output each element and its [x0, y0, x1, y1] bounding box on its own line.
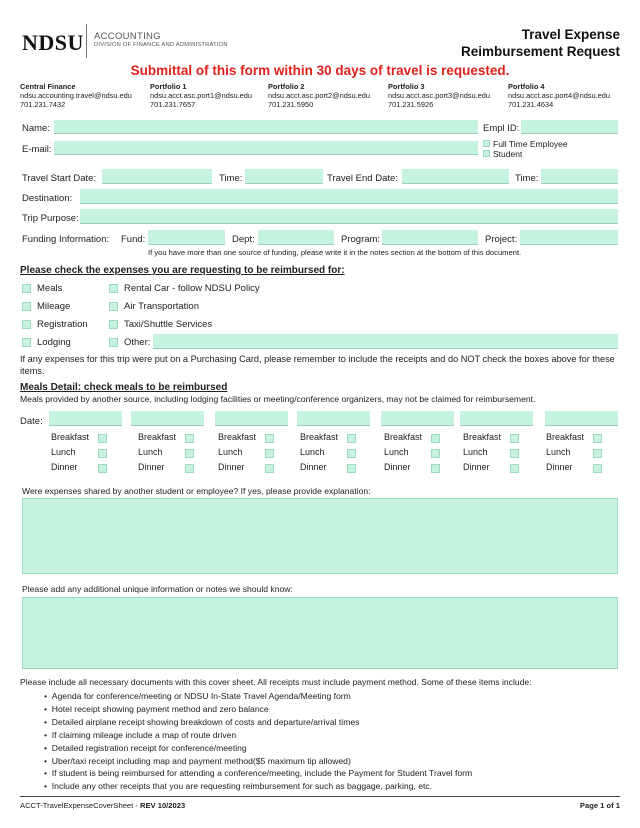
travel-start-label: Travel Start Date:: [22, 173, 97, 184]
dept-label: Dept:: [232, 234, 255, 245]
list-item: • Agenda for conference/meeting or NDSU In-State Travel Agenda/Meeting form: [44, 691, 351, 701]
full-time-label: Full Time Employee: [493, 139, 568, 149]
form-title-line1: Travel Expense: [521, 27, 620, 42]
revision: REV 10/2023: [140, 801, 186, 810]
meal-label: Lunch: [138, 447, 163, 457]
student-label: Student: [493, 149, 523, 159]
meal-checkbox[interactable]: [431, 464, 440, 473]
contact-name: Central Finance: [20, 82, 76, 91]
meal-label: Breakfast: [546, 432, 585, 442]
lodging-checkbox[interactable]: [22, 338, 31, 347]
meal-date-input[interactable]: [131, 411, 204, 426]
contact-central: [20, 82, 132, 110]
meal-checkbox[interactable]: [510, 449, 519, 458]
footer-form-id: [20, 801, 185, 810]
contact-portfolio4: [508, 82, 610, 110]
contact-email: ndsu.accounting.travel@ndsu.edu: [20, 91, 132, 101]
contact-phone: 701.231.5926: [388, 100, 434, 110]
meal-date-input[interactable]: [297, 411, 370, 426]
meal-checkbox[interactable]: [347, 434, 356, 443]
contact-portfolio1: [150, 82, 252, 110]
time-start-label: Time:: [219, 173, 243, 184]
contact-email: ndsu.acct.asc.port2@ndsu.edu: [268, 91, 371, 101]
meal-label: Lunch: [218, 447, 243, 457]
destination-label: Destination:: [22, 193, 73, 204]
meal-checkbox[interactable]: [431, 434, 440, 443]
form-id: ACCT-TravelExpenseCoverSheet -: [20, 801, 140, 810]
meal-checkbox[interactable]: [431, 449, 440, 458]
meals-date-label: Date:: [20, 416, 43, 427]
meal-checkbox[interactable]: [347, 464, 356, 473]
footer-page: Page 1 of 1: [579, 801, 620, 810]
list-item: • Hotel receipt showing payment method and zero balance: [44, 703, 269, 714]
logo-divider: [86, 24, 87, 58]
time-end-input[interactable]: [541, 169, 618, 184]
air-transport-label: Air Transportation: [124, 301, 199, 312]
meal-label: Lunch: [51, 447, 76, 457]
contact-phone: 701.231.5950: [268, 100, 314, 110]
taxi-label: Taxi/Shuttle Services: [124, 319, 213, 330]
dept-line2: DIVISION OF FINANCE AND ADMINISTRATION: [94, 42, 228, 48]
meal-checkbox[interactable]: [265, 464, 274, 473]
contact-phone: 701.231.7432: [20, 100, 66, 110]
meal-label: Dinner: [51, 462, 78, 472]
program-label: Program:: [341, 234, 381, 245]
contact-portfolio3: [388, 82, 490, 110]
meal-checkbox[interactable]: [98, 434, 107, 443]
funding-label: Funding Information:: [22, 234, 110, 245]
registration-checkbox[interactable]: [22, 320, 31, 329]
meal-checkbox[interactable]: [265, 434, 274, 443]
meal-checkbox[interactable]: [347, 449, 356, 458]
contact-phone: 701.231.4634: [508, 100, 554, 110]
mileage-label: Mileage: [37, 301, 71, 312]
pcard-note: If any expenses for this trip were put on a Purchasing Card, please remember to include the receipts and do NOT check the boxes above for these items.: [20, 354, 615, 376]
contact-email: ndsu.acct.asc.port1@ndsu.edu: [150, 91, 253, 101]
student-checkbox[interactable]: [483, 150, 490, 157]
rental-car-label: Rental Car - follow NDSU Policy: [124, 283, 260, 294]
travel-end-input[interactable]: [402, 169, 509, 184]
meal-date-input[interactable]: [215, 411, 288, 426]
notes-question: Please add any additional unique information or notes we should know:: [22, 584, 293, 594]
list-item: • If claiming mileage include a map of route driven: [44, 729, 237, 740]
meal-label: Dinner: [463, 462, 490, 472]
contact-phone: 701.231.7657: [150, 100, 196, 110]
dept-line1: ACCOUNTING: [94, 31, 161, 42]
form-title-line2: Reimbursement Request: [460, 44, 620, 59]
meal-label: Dinner: [300, 462, 327, 472]
contact-email: ndsu.acct.asc.port4@ndsu.edu: [508, 91, 611, 101]
meal-label: Dinner: [218, 462, 245, 472]
expenses-heading: Please check the expenses you are requesting to be reimbursed for:: [20, 265, 345, 276]
time-start-input[interactable]: [245, 169, 323, 184]
funding-note: If you have more than one source of funding, please write it in the notes section at the bottom of this document.: [148, 248, 522, 257]
lodging-label: Lodging: [37, 337, 71, 348]
trip-purpose-label: Trip Purpose:: [22, 213, 79, 224]
meal-checkbox[interactable]: [185, 464, 194, 473]
contact-name: Portfolio 2: [268, 82, 305, 91]
documents-intro: Please include all necessary documents with this cover sheet. All receipts must include payment method. Some of these items include:: [20, 677, 532, 687]
meals-subtext: Meals provided by another source, including lodging facilities or meeting/conference organizers, may not be claimed for reimbursement.: [20, 394, 536, 404]
meal-label: Dinner: [138, 462, 165, 472]
email-input[interactable]: [54, 141, 478, 155]
other-checkbox[interactable]: [109, 338, 118, 347]
meal-label: Breakfast: [51, 432, 90, 442]
project-input[interactable]: [520, 230, 618, 245]
list-item: • Uber/taxi receipt including map and payment method($5 maximum tip allowed): [44, 755, 351, 766]
meal-label: Lunch: [463, 447, 488, 457]
meal-label: Breakfast: [463, 432, 502, 442]
contact-portfolio2: [268, 82, 370, 110]
meal-checkbox[interactable]: [185, 434, 194, 443]
destination-input[interactable]: [80, 189, 618, 204]
footer-rule: [20, 796, 620, 797]
meal-label: Lunch: [384, 447, 409, 457]
other-input[interactable]: [153, 334, 618, 349]
meal-label: Breakfast: [138, 432, 177, 442]
contact-name: Portfolio 1: [150, 82, 187, 91]
other-label: Other:: [124, 337, 151, 348]
trip-purpose-input[interactable]: [80, 209, 618, 224]
meals-label: Meals: [37, 283, 63, 294]
time-end-label: Time:: [515, 173, 539, 184]
meal-label: Dinner: [384, 462, 411, 472]
meal-checkbox[interactable]: [265, 449, 274, 458]
list-item: • Detailed airplane receipt showing breakdown of costs and departure/arrival times: [44, 716, 360, 727]
meal-checkbox[interactable]: [593, 449, 602, 458]
meal-label: Lunch: [300, 447, 325, 457]
meal-checkbox[interactable]: [593, 464, 602, 473]
submittal-notice: Submittal of this form within 30 days of travel is requested.: [130, 63, 510, 78]
meal-checkbox[interactable]: [593, 434, 602, 443]
empl-id-label: Empl ID:: [483, 123, 520, 134]
contact-email: ndsu.acct.asc.port3@ndsu.edu: [388, 91, 491, 101]
meal-date-input[interactable]: [545, 411, 618, 426]
meal-checkbox[interactable]: [98, 449, 107, 458]
registration-label: Registration: [37, 319, 88, 330]
dept-input[interactable]: [258, 230, 334, 245]
meal-label: Lunch: [546, 447, 571, 457]
full-time-checkbox[interactable]: [483, 140, 490, 147]
empl-id-input[interactable]: [521, 120, 618, 134]
meal-label: Breakfast: [218, 432, 257, 442]
name-label: Name:: [22, 123, 50, 134]
meal-checkbox[interactable]: [185, 449, 194, 458]
program-input[interactable]: [382, 230, 478, 245]
shared-question: Were expenses shared by another student or employee? If yes, please provide explanation:: [22, 486, 371, 496]
meal-checkbox[interactable]: [510, 464, 519, 473]
meal-label: Breakfast: [384, 432, 423, 442]
contact-name: Portfolio 3: [388, 82, 425, 91]
rental-car-checkbox[interactable]: [109, 284, 118, 293]
meal-label: Breakfast: [300, 432, 339, 442]
documents-list: [44, 690, 472, 793]
fund-label: Fund:: [121, 234, 146, 245]
email-label: E-mail:: [22, 144, 52, 155]
fund-input[interactable]: [148, 230, 225, 245]
meal-date-input[interactable]: [460, 411, 533, 426]
list-item: • If student is being reimbursed for attending a conference/meeting, include the Payment for Student Travel form: [44, 768, 473, 779]
list-item: • Include any other receipts that you are requesting reimbursement for such as baggage, parking, etc.: [44, 781, 433, 792]
travel-start-input[interactable]: [102, 169, 212, 184]
name-input[interactable]: [54, 120, 478, 134]
project-label: Project:: [485, 234, 518, 245]
meals-checkbox[interactable]: [22, 284, 31, 293]
meal-checkbox[interactable]: [98, 464, 107, 473]
list-item: • Detailed registration receipt for conference/meeting: [44, 742, 247, 753]
meal-date-input[interactable]: [381, 411, 454, 426]
notes-box[interactable]: [22, 597, 618, 669]
meals-heading: Meals Detail: check meals to be reimbursed: [20, 382, 228, 393]
taxi-checkbox[interactable]: [109, 320, 118, 329]
ndsu-logo: NDSU: [22, 30, 84, 55]
contact-name: Portfolio 4: [508, 82, 545, 91]
meal-date-input[interactable]: [49, 411, 122, 426]
meal-label: Dinner: [546, 462, 573, 472]
meal-checkbox[interactable]: [510, 434, 519, 443]
mileage-checkbox[interactable]: [22, 302, 31, 311]
travel-end-label: Travel End Date:: [327, 173, 398, 184]
shared-explanation-box[interactable]: [22, 498, 618, 574]
air-transport-checkbox[interactable]: [109, 302, 118, 311]
